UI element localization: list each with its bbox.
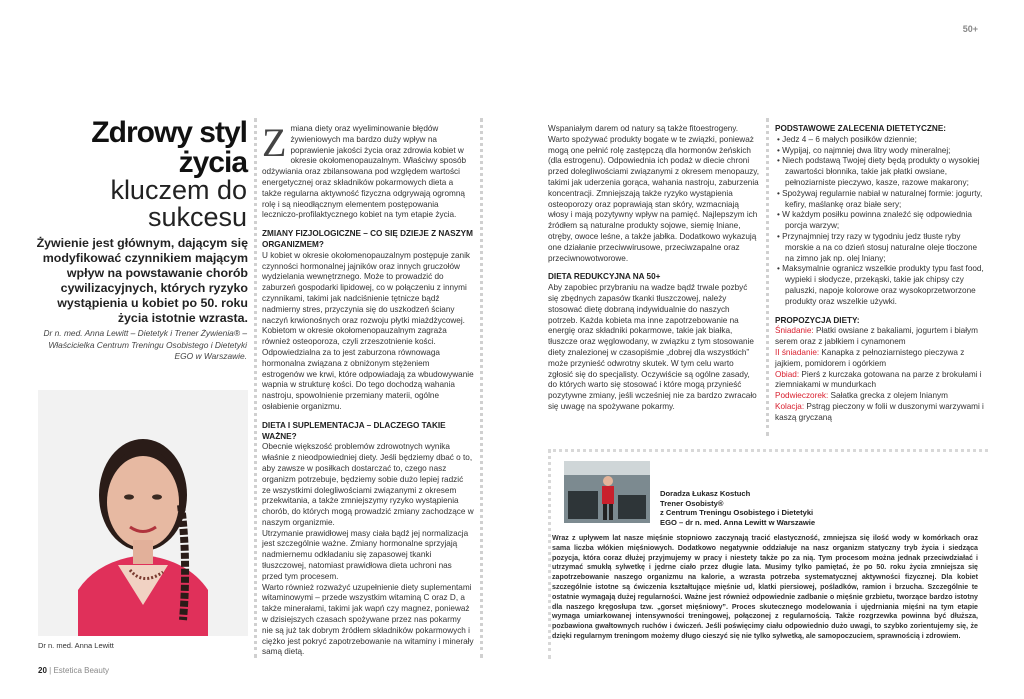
page-number: 20 [38, 666, 47, 675]
meal-label: II śniadanie: [775, 347, 820, 357]
trainer-org: z Centrum Treningu Osobistego i Dietetyki [660, 508, 814, 518]
author-note: Dr n. med. Anna Lewitt – Dietetyk i Trener Żywienia® – Właścicielka Centrum Treningu Osobistego i Dietetyki EGO w Warszawie. [43, 328, 247, 361]
column-divider [480, 118, 486, 658]
meal-item [775, 326, 987, 348]
page-tag: 50+ [962, 24, 978, 34]
paragraph: U kobiet w okresie okołomenopauzalnym postępuje zanik czynności hormonalnej jajników oraz innych gruczołów wydzielania wewnętrznego. Może to prowadzić do zaburzeń gospodarki lipidowej, co w połączeniu z innymi czynnikami, takimi jak nadciśnienie tętnicze bądź nadmierny stres, przyczynia się do uszkodzeń ściany naczyń krwionośnych oraz rozwoju płytki miażdżycowej. Kobietom w okresie okołomenopauzalnym zagraża również osteoporoza, czyli zrzeszotnienie kości. Odpowiedzialna za to jest zaburzona równowaga hormonalna związana z obniżonym stężeniem estrogenów we krwi, które odpowiadają za wbudowywanie wapnia w strukturę kości. Do tego dochodzą wahania nastroju, spowolnienie przemiany materii, ogólne osłabienie organizmu. [262, 250, 474, 411]
article-column-1 [262, 120, 474, 658]
paragraph: miana diety oraz wyeliminowanie błędów żywieniowych ma bardzo duży wpływ na poprawienie jakości życia oraz zdrowia kobiet w okresie okołomenopauzalnym. Właściwy sposób odżywiania oraz zbilansowana pod względem wartości energetycznej oraz składników pokarmowych dieta a także regularna aktywność fizyczna odgrywają ogromną rolę i są nieodłącznym elementem postępowania leczniczo-profilaktycznego kobiet na tym etapie życia. [262, 124, 467, 220]
gym-illustration [564, 461, 650, 523]
title-line-4: sukcesu [147, 202, 247, 232]
portrait-illustration [38, 390, 248, 636]
page-footer [38, 666, 109, 675]
article-column-3 [775, 124, 987, 424]
magazine-name: Estetica Beauty [53, 666, 110, 675]
meal-text: Pstrąg pieczony w folii w duszonymi warzywami i kaszą gryczaną [775, 401, 984, 422]
recommendation-list [775, 135, 987, 308]
section-heading: PODSTAWOWE ZALECENIA DIETETYCZNE: [775, 124, 947, 133]
list-item: • Jedz 4 – 6 małych posiłków dziennie; [775, 135, 987, 146]
title-line-1: Zdrowy styl [91, 116, 247, 149]
author-photo [38, 390, 248, 636]
paragraph: Wspaniałym darem od natury są także fitoestrogeny. Warto spożywać produkty bogate w te związki, ponieważ mogą one pełnić rolę zastępczą dla hormonów żeńskich (dla estrogenu). Odpowiednia ich podaż w diecie chroni przed dolegliwościami związanymi z okresem menopauzy, takimi jak uderzenia gorąca, wahania nastroju, zaburzenia koncentracji. Zmniejszają także ryzyko wystąpienia osteoporozy oraz poprawiają stan skóry, wzmacniają włosy i mają pozytywny wpływ na pamięć. Najlepszym ich źródłem są naturalne produkty sojowe, siemię lniane, otręby, owoce leśne, a także jabłka. Dodatkowo wykazują one działanie przeciwwirusowe, przeciwzapalne oraz przeciwnowotworowe. [548, 124, 759, 263]
photo-caption: Dr n. med. Anna Lewitt [38, 641, 114, 650]
list-item: • Spożywaj regularnie nabiał w naturalnej formie: jogurty, kefiry, maślankę oraz białe sery; [775, 189, 987, 211]
section-heading: ZMIANY FIZJOLOGICZNE – CO SIĘ DZIEJE Z NASZYM ORGANIZMEM? [262, 229, 473, 249]
footer-separator: | [49, 666, 52, 675]
title-light [110, 177, 247, 231]
trainer-photo [564, 461, 650, 523]
trainer-title: Trener Osobisty® [660, 498, 724, 508]
meal-item [775, 348, 987, 370]
list-item: • Maksymalnie ogranicz wszelkie produkty typu fast food, wypieki i słodycze, przekąski, takie jak chipsy czy paluszki, napoje kolorowe oraz wysokoprzetworzone produkty oraz wszelkie używki. [775, 264, 987, 307]
paragraph: Warto również rozważyć uzupełnienie diety suplementami witaminowymi – przede wszystkim witaminą C oraz D, a także minerałami, takimi jak wapń czy magnez, ponieważ w dzisiejszych czasach spożywane przez nas pokarmy nie są już tak dobrym źródłem składników pokarmowych i ciężko jest pokryć zapotrzebowanie na witaminy i minerały samą dietą. [262, 582, 474, 657]
title-line-2: życia [178, 146, 247, 179]
list-item: • Wypijaj, co najmniej dwa litry wody mineralnej; [775, 146, 987, 157]
section-heading: PROPOZYCJA DIETY: [775, 315, 860, 325]
meal-item [775, 391, 987, 402]
meal-text: Płatki owsiane z bakaliami, jogurtem i białym serem oraz z jabłkiem i cynamonem [775, 326, 978, 347]
meal-label: Kolacja: [775, 401, 805, 411]
section-heading: DIETA REDUKCYJNA NA 50+ [548, 272, 661, 282]
meal-item [775, 402, 987, 424]
list-item: • W każdym posiłku powinna znaleźć się odpowiednia porcja warzyw; [775, 210, 987, 232]
paragraph: Obecnie większość problemów zdrowotnych wynika właśnie z nieodpowiedniej diety. Jeśli będziemy dbać o to, aby zawsze w posiłkach dostarczać to, czego nasz organizm potrzebuje, będziemy sobie dużo lepiej radzić ze wszystkimi dolegliwościami związanymi z okresem przekwitania, a także zmniejszymy ryzyko wystąpienia chorób, do których mogą prowadzić zmiany zachodzące w naszym organizmie. [262, 442, 474, 527]
list-item: • Przynajmniej trzy razy w tygodniu jedz tłuste ryby morskie a na co dzień stosuj naturalne oleje tłoczone na zimno jak np. olej lniany; [775, 232, 987, 264]
meal-text: Kanapka z pełnoziarnistego pieczywa z jajkiem, pomidorem i ogórkiem [775, 347, 965, 368]
trainer-credit [660, 489, 815, 527]
list-item: • Niech podstawą Twojej diety będą produkty o wysokiej zawartości błonnika, takie jak płatki owsiane, pełnoziarniste pieczywo, kasze, razowe makarony; [775, 156, 987, 188]
title-bold [91, 118, 247, 178]
title-line-3: kluczem do [110, 175, 247, 205]
lead-paragraph: Żywienie jest głównym, dającym się modyfikować czynnikiem mającym wpływ na powstawanie chorób cywilizacyjnych, których ryzyko wystąpienia u kobiet po 50. roku życia istotnie wzrasta. [36, 236, 248, 325]
meal-label: Podwieczorek: [775, 391, 829, 401]
meal-label: Śniadanie: [775, 326, 814, 336]
column-divider [254, 118, 260, 658]
trainer-name: Doradza Łukasz Kostuch [660, 489, 751, 498]
paragraph: Utrzymanie prawidłowej masy ciała bądź jej normalizacja jest szczególnie ważne. Zmiany hormonalne sprzyjają nadmiernemu odkładaniu się zapasowej tkanki tłuszczowej, natomiast prawidłowa dieta uchroni nas przed tym procesem. [262, 528, 469, 581]
paragraph: Aby zapobiec przybraniu na wadze bądź trwale pozbyć się zbędnych zapasów tkanki tłuszczowej, należy stosować dietę dobraną indywidualnie do naszych potrzeb. Każda kobieta ma inne zapotrzebowanie na energię oraz składniki pokarmowe, takie jak białka, tłuszcze oraz węglowodany, w związku z tym stosowanie diety znalezionej w czasopiśmie „dobrej dla wszystkich” może przynieść odwrotny skutek. W tym celu warto zgłosić się do specjalisty. Oczywiście są ogólne zasady, do których warto się stosować i które mogą przynieść pozytywne zmiany, jeśli wcześniej nie za bardzo zwracało się uwagę na spożywane pokarmy. [548, 283, 757, 411]
meal-text: Pierś z kurczaka gotowana na parze z brokułami i ziemniakami w mundurkach [775, 369, 982, 390]
trainer-advice: Wraz z upływem lat nasze mięśnie stopniowo zaczynają tracić elastyczność, zmniejsza się ilość wody w komórkach oraz sama liczba włókien mięśniowych. Dodatkowo negatywnie oddziałuje na nasz organizm statyczny tryb życia i siedząca pozycja, która coraz dłużej przyjmujemy w pracy i niestety także po za nią. Tym procesom można jednak przeciwdziałać i utrzymać smukłą sylwetkę i jędrne ciało przez długie lata. Musimy tylko pamiętać, że po 50. roku życia zmniejsza się zapotrzebowanie naszego organizmu na kalorie, a wzrasta potrzeba systematycznej aktywności fizycznej. Dla kobiet szczególnie istotne są ćwiczenia kształtujące mięśnie ud, klatki piersiowej, pośladków, ramion i brzucha. Szczególnie te ostatnie wymagają dużej regularności. Ważne jest również odpowiednie zadbanie o mięśnie grzbietu, tworzące bardzo istotny dla naszego kręgosłupa tzw. „gorset mięśniowy”. Proces skutecznego modelowania i ujędrniania mięśni na tym etapie wymaga umiarkowanej intensywności treningowej, połączonej z regularnością. Także rozgrzewka powinna być dłuższa, pozbawiona gwałtownych ruchów i ćwiczeń. Jeśli poświęcimy ciału odpowiednio dużo uwagi, to szybko zorientujemy się, że dzięki regularnym treningom możemy długo cieszyć się nie tylko sylwetką, ale samopoczuciem, sprawnością i zdrowiem. [552, 534, 978, 640]
dropcap: Z [262, 120, 287, 165]
meal-item [775, 370, 987, 392]
article-column-2 [548, 124, 760, 413]
trainer-org-2: EGO – dr n. med. Anna Lewitt w Warszawie [660, 517, 816, 527]
meal-text: Sałatka grecka z olejem lnianym [828, 391, 948, 401]
meal-label: Obiad: [775, 369, 800, 379]
column-divider [766, 118, 772, 436]
section-heading: DIETA I SUPLEMENTACJA – DLACZEGO TAKIE WAŻNE? [262, 420, 446, 441]
